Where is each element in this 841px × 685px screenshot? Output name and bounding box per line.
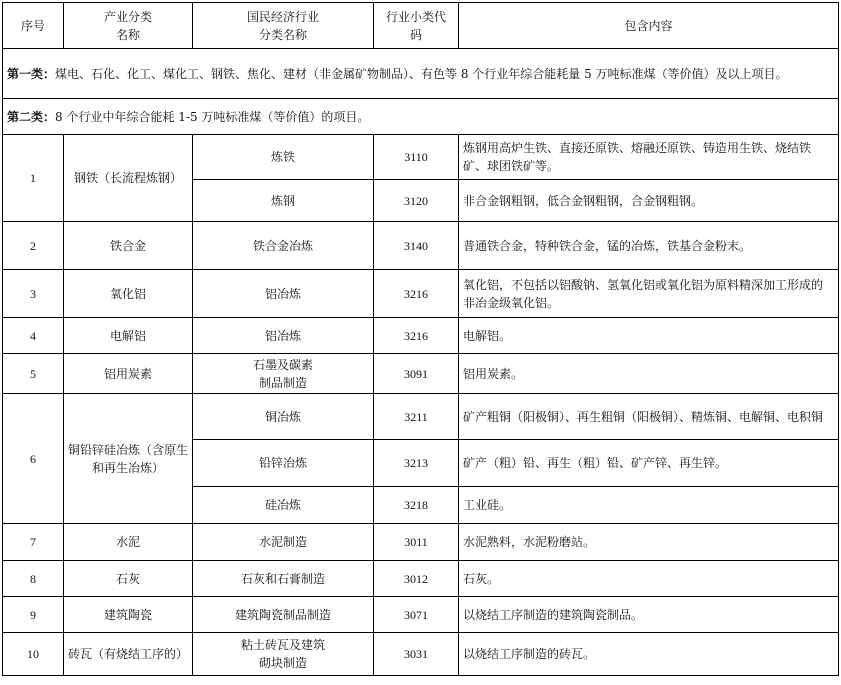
table-row (3, 394, 839, 440)
row-no: 1 (3, 135, 64, 222)
row-industry: 铜冶炼 (193, 394, 374, 440)
row-no: 4 (3, 318, 64, 354)
section-second (3, 99, 839, 135)
row-content: 以烧结工序制造的建筑陶瓷制品。 (459, 597, 839, 633)
row-category: 砖瓦（有烧结工序的） (64, 633, 193, 676)
table-row (3, 135, 839, 180)
row-code: 3071 (374, 597, 459, 633)
row-industry: 炼钢 (193, 180, 374, 222)
row-content: 水泥熟料，水泥粉磨站。 (459, 524, 839, 561)
row-industry: 水泥制造 (193, 524, 374, 561)
header-category: 产业分类 名称 (64, 3, 193, 49)
row-code: 3120 (374, 180, 459, 222)
row-content: 氧化铝，不包括以铝酸钠、氢氧化铝或氧化铝为原料精深加工形成的非冶金级氧化铝。 (459, 270, 839, 318)
section-first-text: 煤电、石化、化工、煤化工、钢铁、焦化、建材（非金属矿物制品）、有色等 8 个行业年综合能耗量 5 万吨标准煤（等价值）及以上项目。 (55, 66, 788, 81)
row-content: 石灰。 (459, 561, 839, 597)
table-row (3, 561, 839, 597)
row-code: 3216 (374, 318, 459, 354)
row-category: 建筑陶瓷 (64, 597, 193, 633)
table-row (3, 633, 839, 676)
header-industry: 国民经济行业 分类名称 (193, 3, 374, 49)
row-category: 水泥 (64, 524, 193, 561)
row-code: 3211 (374, 394, 459, 440)
table-row (3, 318, 839, 354)
row-industry: 铝冶炼 (193, 270, 374, 318)
row-code: 3213 (374, 440, 459, 487)
row-category: 氧化铝 (64, 270, 193, 318)
section-row-first (3, 49, 839, 99)
row-no: 10 (3, 633, 64, 676)
row-category: 钢铁（长流程炼钢） (64, 135, 193, 222)
row-industry: 石灰和石膏制造 (193, 561, 374, 597)
row-no: 7 (3, 524, 64, 561)
row-content: 非合金钢粗钢，低合金钢粗钢，合金钢粗钢。 (459, 180, 839, 222)
row-code: 3012 (374, 561, 459, 597)
row-category: 铜铅锌硅冶炼（含原生和再生冶炼） (64, 394, 193, 524)
row-code: 3110 (374, 135, 459, 180)
row-no: 9 (3, 597, 64, 633)
row-content: 矿产粗铜（阳极铜）、再生粗铜（阳极铜）、精炼铜、电解铜、电积铜 (459, 394, 839, 440)
row-industry: 粘土砖瓦及建筑 砌块制造 (193, 633, 374, 676)
row-industry: 铅锌冶炼 (193, 440, 374, 487)
row-category: 铁合金 (64, 222, 193, 270)
section-first (3, 49, 839, 99)
table-row (3, 354, 839, 394)
row-content: 以烧结工序制造的砖瓦。 (459, 633, 839, 676)
table-row (3, 597, 839, 633)
row-code: 3216 (374, 270, 459, 318)
row-category: 石灰 (64, 561, 193, 597)
row-code: 3218 (374, 487, 459, 524)
row-content: 矿产（粗）铅、再生（粗）铅、矿产锌、再生锌。 (459, 440, 839, 487)
row-code: 3031 (374, 633, 459, 676)
row-no: 3 (3, 270, 64, 318)
row-no: 2 (3, 222, 64, 270)
section-second-label: 第二类： (7, 109, 56, 124)
industry-classification-table (2, 2, 839, 676)
row-code: 3140 (374, 222, 459, 270)
row-no: 6 (3, 394, 64, 524)
header-code: 行业小类代 码 (374, 3, 459, 49)
table-row (3, 222, 839, 270)
section-second-text: 8 个行业中年综合能耗 1-5 万吨标准煤（等价值）的项目。 (55, 109, 370, 124)
row-industry: 铝冶炼 (193, 318, 374, 354)
section-first-label: 第一类： (7, 66, 56, 81)
section-row-second (3, 99, 839, 135)
row-industry: 炼铁 (193, 135, 374, 180)
header-row (3, 3, 839, 49)
row-no: 8 (3, 561, 64, 597)
row-industry: 铁合金冶炼 (193, 222, 374, 270)
table-row (3, 524, 839, 561)
row-content: 炼钢用高炉生铁、直接还原铁、熔融还原铁、铸造用生铁、烧结铁矿、球团铁矿等。 (459, 135, 839, 180)
row-industry: 建筑陶瓷制品制造 (193, 597, 374, 633)
row-code: 3011 (374, 524, 459, 561)
row-content: 铝用炭素。 (459, 354, 839, 394)
row-no: 5 (3, 354, 64, 394)
row-category: 铝用炭素 (64, 354, 193, 394)
row-content: 电解铝。 (459, 318, 839, 354)
row-industry: 石墨及碳素 制品制造 (193, 354, 374, 394)
row-content: 普通铁合金，特种铁合金，锰的冶炼，铁基合金粉末。 (459, 222, 839, 270)
header-content: 包含内容 (459, 3, 839, 49)
row-code: 3091 (374, 354, 459, 394)
row-content: 工业硅。 (459, 487, 839, 524)
header-no: 序号 (3, 3, 64, 49)
row-industry: 硅冶炼 (193, 487, 374, 524)
row-category: 电解铝 (64, 318, 193, 354)
table-row (3, 270, 839, 318)
